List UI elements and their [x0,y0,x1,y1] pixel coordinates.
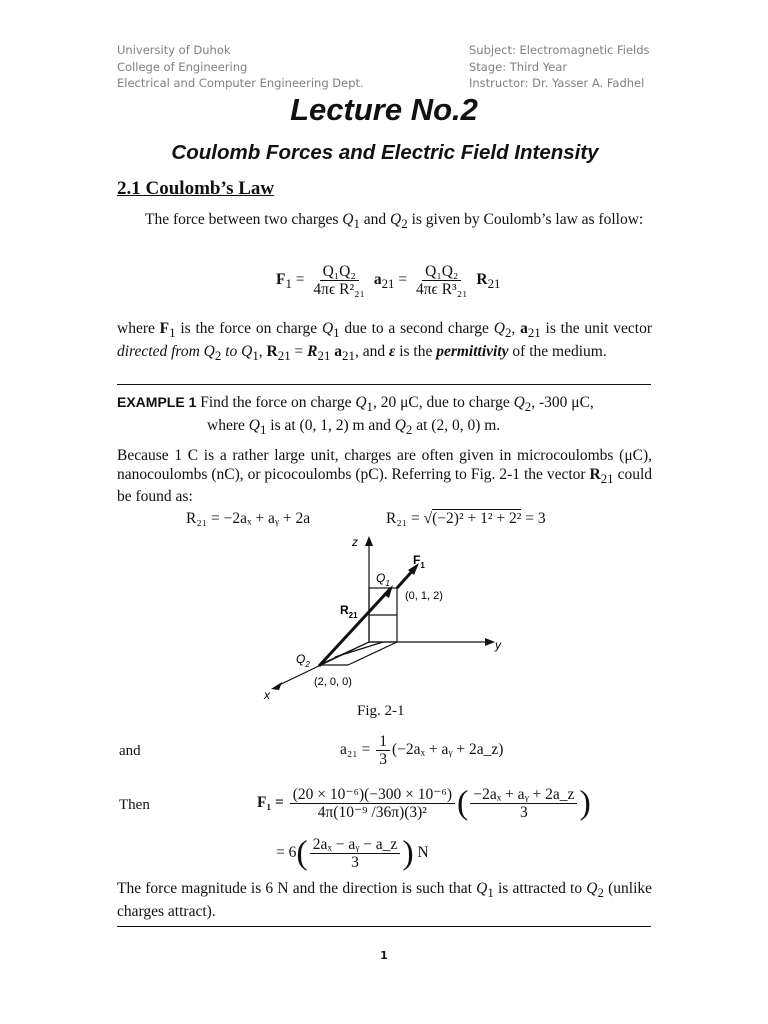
intro-paragraph: The force between two charges $Q_1$ and $Q_2$ is given by Coulomb’s law as follow: [145,211,644,232]
figure-caption: Fig. 2-1 [357,703,405,719]
r21-vector-line [319,588,391,666]
x-axis-label: x [264,688,270,702]
q2-coordinates: (2, 0, 0) [314,676,352,688]
header-stage: Stage: Third Year [469,59,568,74]
divider-top [117,384,651,385]
example-block: EXAMPLE 1 Find the force on charge $Q_1$, 20 μC, due to charge $Q_2$, -300 μC, where $Q_1$ is at (0, 1, 2) m and $Q_2$ at (2, 0, 0) m. [117,394,594,437]
because-paragraph: Because 1 C is a rather large unit, charges are often given in microcoulombs (μC), nanocoulombs (nC), or picocoulombs (pC). Referring to Fig. 2-1 the vector $R_{21}$ could be found as: [117,447,653,506]
conclusion-paragraph: The force magnitude is 6 N and the direction is such that $Q_1$ is attracted to $Q_2$ (unlike charges attract). [117,880,653,920]
force-equation-line2: = 6( $\frac{\text{2aₓ − aᵧ − a\_z}}{3}$ ) N [276,834,429,872]
f1-label: $F_1$ [413,553,425,570]
coulomb-equation: $F_1$ = $\frac{\text{Q₁Q₂}}{\text{4πϵ R²₂₁}}$ $a_{21}$ = $\frac{\text{Q₁Q₂}}{\text{4πϵ R³₂₁}}$ $R_{21}$ [276,263,501,298]
q2-label: $Q_2$ [296,652,310,669]
z-axis-label: z [352,535,358,549]
y-arrowhead [485,638,495,646]
page-subtitle: Coulomb Forces and Electric Field Intensity [171,141,599,164]
z-arrowhead [365,536,373,546]
q1-coordinates: (0, 1, 2) [405,590,443,602]
divider-bottom [117,926,651,927]
header-left [117,42,364,92]
q1-label: $Q_1$ [376,571,390,588]
header-college: College of Engineering [117,59,248,74]
force-equation-line1: F₁ = $\frac{\text{(20 × 10⁻⁶)(−300 × 10⁻⁶)}}{\text{4π(10⁻⁹ /36π)(3)²}}$ ( $\frac{\text{−2aₓ + aᵧ + 2a\_z}}{3}$ ) [257,784,591,822]
r21-label: $R_{21}$ [340,603,358,620]
header-subject: Subject: Electromagnetic Fields [469,43,650,57]
where-paragraph: where $F_1$ is the force on charge $Q_1$ due to a second charge $Q_2$, $a_{21}$ is the unit vector directed from $Q_2$ to $Q_1$, $R_{21} = R_{21}$ $a_{21}$, and ε is the permittivity of the medium. [117,320,652,363]
header-department: Electrical and Computer Engineering Dept. [117,76,364,90]
page-number: 1 [380,949,388,962]
r21-vector-equation: R₂₁ = −2aₓ + aᵧ + 2a [186,510,311,527]
figure-coordinate-diagram [255,532,515,702]
page-title: Lecture No.2 [290,92,478,127]
unit-vector-equation: a₂₁ = $\frac{1}{3}$ (−2aₓ + aᵧ + 2a_z) [340,733,504,768]
x-arrowhead [271,682,282,690]
y-axis-label: y [495,638,501,652]
and-label: and [119,743,141,759]
r21-magnitude-equation: R₂₁ = √(−2)² + 1² + 2² = 3 [386,510,546,527]
header-right [469,42,650,92]
example-label: EXAMPLE 1 [117,394,197,410]
header-instructor: Instructor: Dr. Yasser A. Fadhel [469,76,645,90]
header-university: University of Duhok [117,43,231,57]
section-heading: 2.1 Coulomb’s Law [117,178,275,199]
then-label: Then [119,797,150,813]
